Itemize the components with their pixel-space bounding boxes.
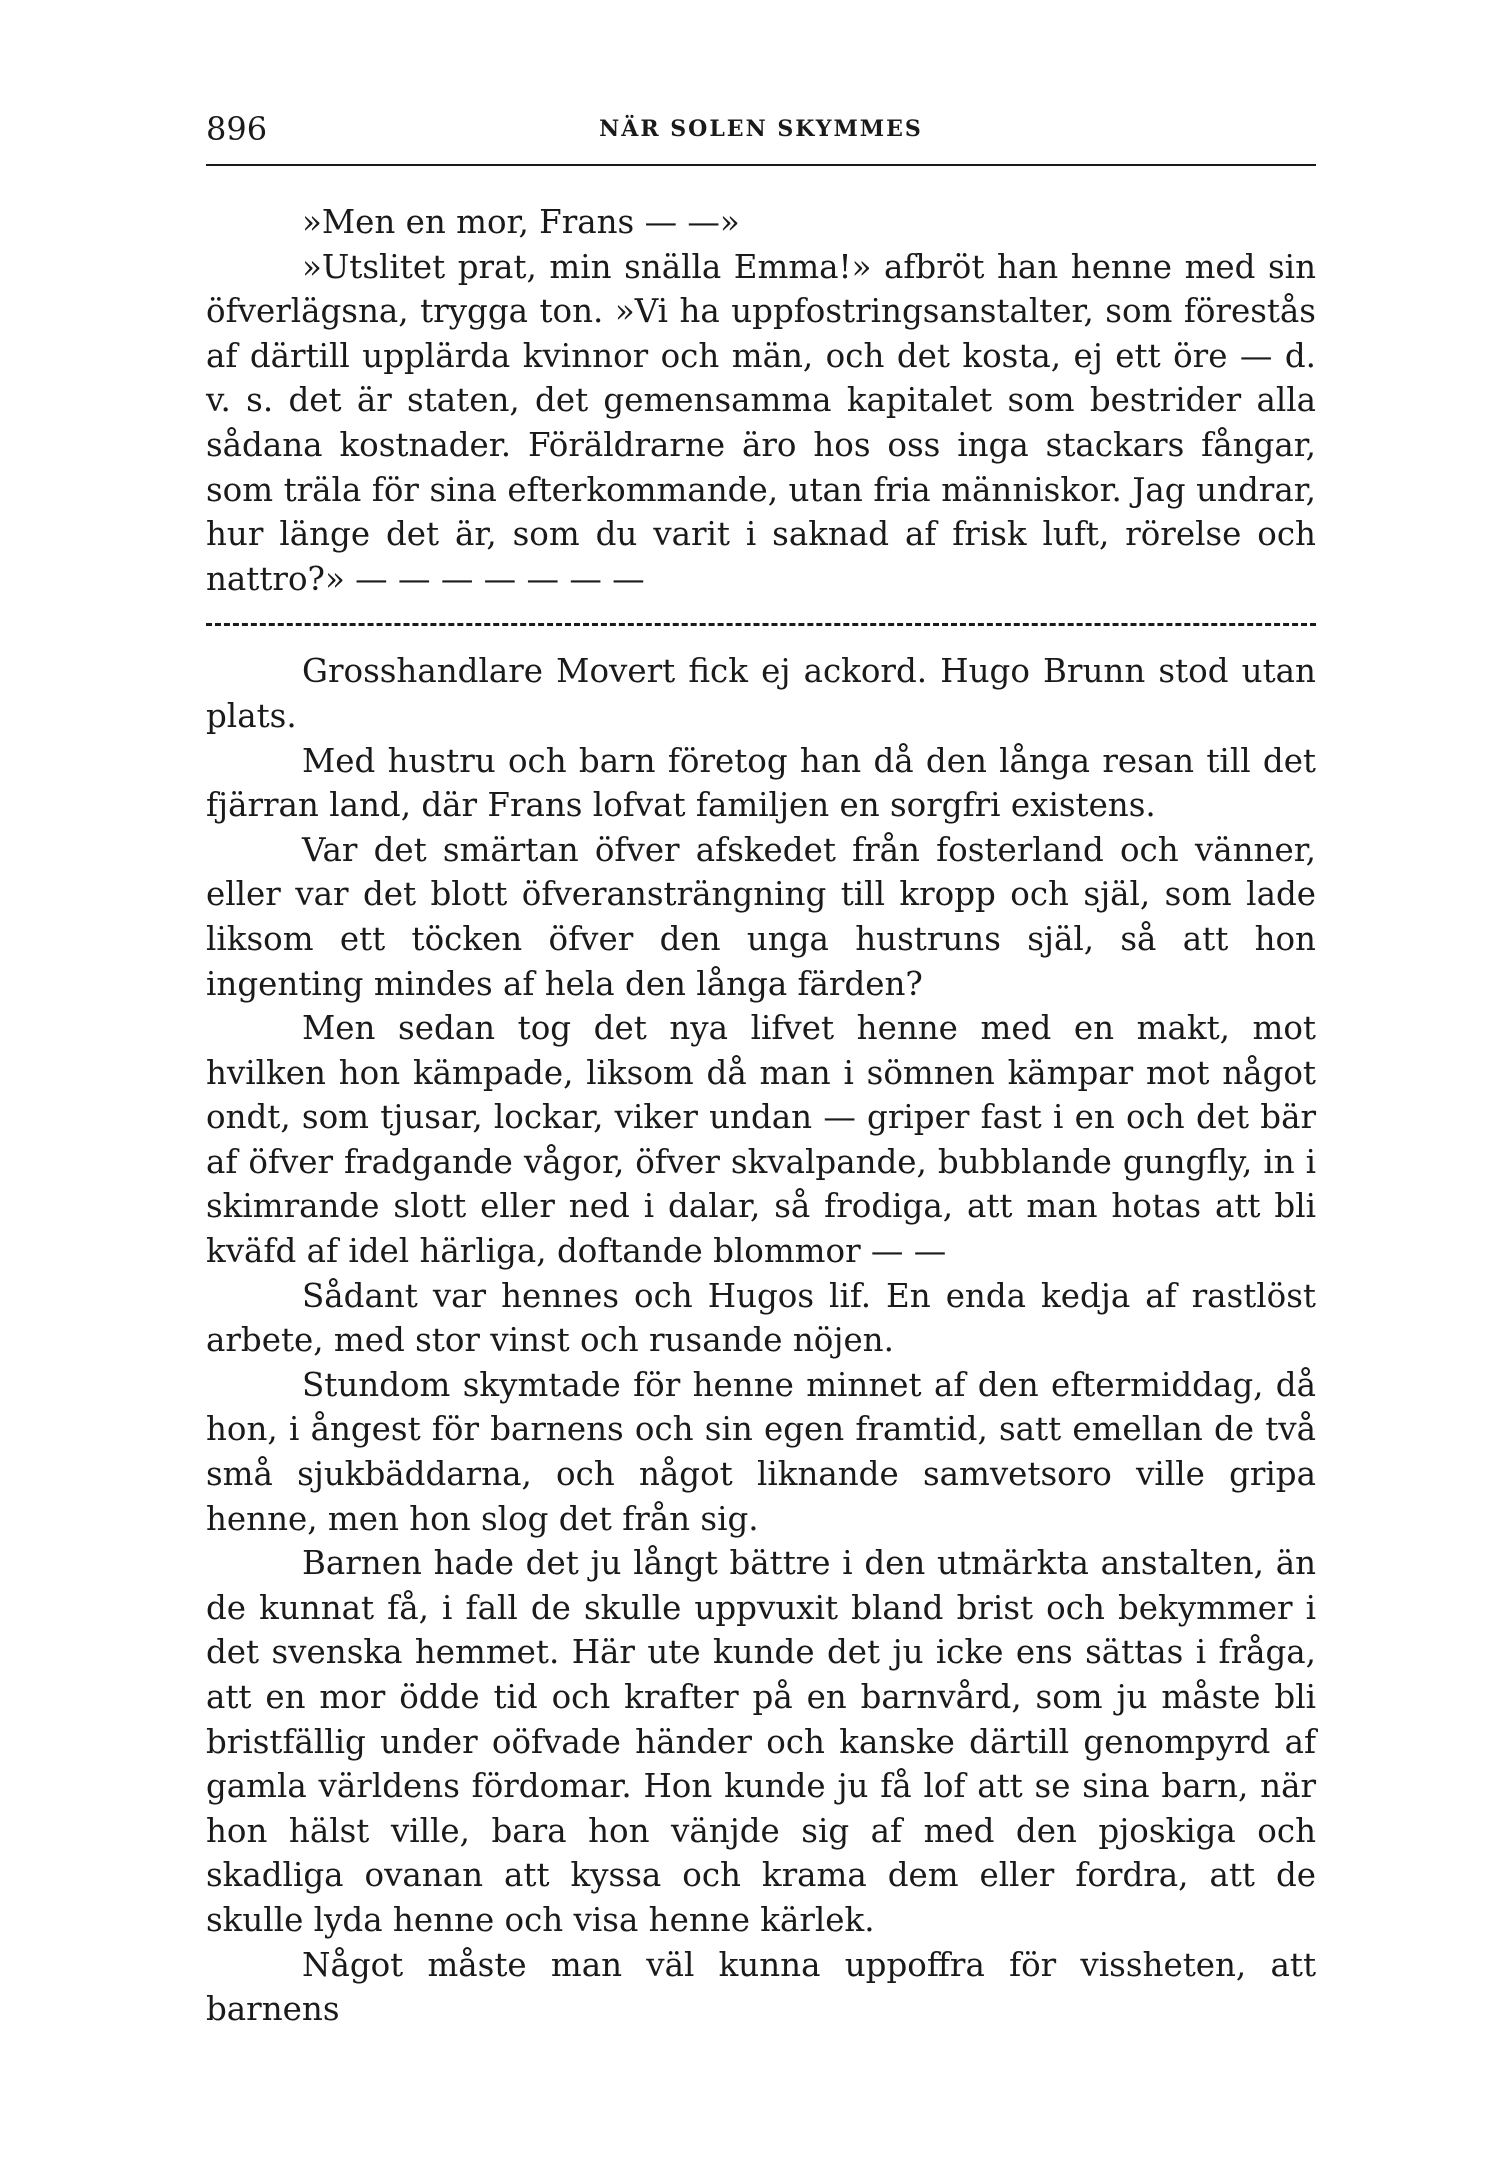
paragraph: »Men en mor, Frans — —» [302,203,740,241]
paragraph: Men sedan tog det nya lifvet henne med en makt, mot hvilken hon kämpade, liksom då man i sömnen kämpar mot något ondt, som tjusar, lockar, viker undan — griper fast i en och det bär af öfver fradgande vågor, öfver skvalpande, bubblande gungfly, in i skimrande slott eller ned i dalar, så frodiga, att man hotas att bli kväfd af idel härliga, doftande blommor — — [206,1009,1316,1271]
paragraph: Sådant var hennes och Hugos lif. En enda kedja af rastlöst arbete, med stor vinst och rusande nöjen. [206,1276,1316,1360]
paragraph: »Utslitet prat, min snälla Emma!» afbröt han henne med sin öfverlägsna, trygga ton. »Vi ha uppfostringsanstalter, som förestås af därtill upplärda kvinnor och män, och det kosta, ej ett öre — d. v. s. det är staten, det gemensamma kapitalet som bestrider alla sådana kostnader. Föräldrarne äro hos oss inga stackars fångar, som träla för sina efterkommande, utan fria människor. Jag undrar, hur länge det är, som du varit i saknad af frisk luft, rörelse och nattro?» — — — — — — — [206,247,1316,598]
running-head: NÄR SOLEN SKYMMES [599,116,923,142]
page-header [206,110,1316,150]
paragraph: Grosshandlare Movert fick ej ackord. Hugo Brunn stod utan plats. [206,652,1316,735]
paragraph: Barnen hade det ju långt bättre i den utmärkta anstalten, än de kunnat få, i fall de skulle uppvuxit bland brist och bekymmer i det svenska hemmet. Här ute kunde det ju icke ens sättas i fråga, att en mor ödde tid och krafter på en barnvård, som ju måste bli bristfällig under oöfvade händer och kanske därtill genompyrd af gamla världens fördomar. Hon kunde ju få lof att se sina barn, när hon hälst ville, bara hon vänjde sig af med den pjoskiga och skadliga ovanan att kyssa och krama dem eller fordra, att de skulle lyda henne och visa henne kärlek. [206,1544,1316,1939]
paragraph: Något måste man väl kunna uppoffra för vissheten, att barnens [206,1945,1316,2029]
page-number: 896 [206,110,268,148]
paragraph: Med hustru och barn företog han då den långa resan till det fjärran land, där Frans lofvat familjen en sorgfri existens. [206,741,1316,825]
paragraph: Var det smärtan öfver afskedet från fosterland och vänner, eller var det blott öfveransträngning till kropp och själ, som lade liksom ett töcken öfver den unga hustruns själ, så att hon ingenting mindes af hela den långa färden? [206,830,1316,1003]
paragraph: Stundom skymtade för henne minnet af den eftermiddag, då hon, i ångest för barnens och sin egen framtid, satt emellan de två små sjukbäddarna, och något liknande samvetsoro ville gripa henne, men hon slog det från sig. [206,1365,1316,1538]
section-break-dashes [206,601,1316,649]
body-text [206,200,1316,2032]
header-rule [206,164,1316,166]
